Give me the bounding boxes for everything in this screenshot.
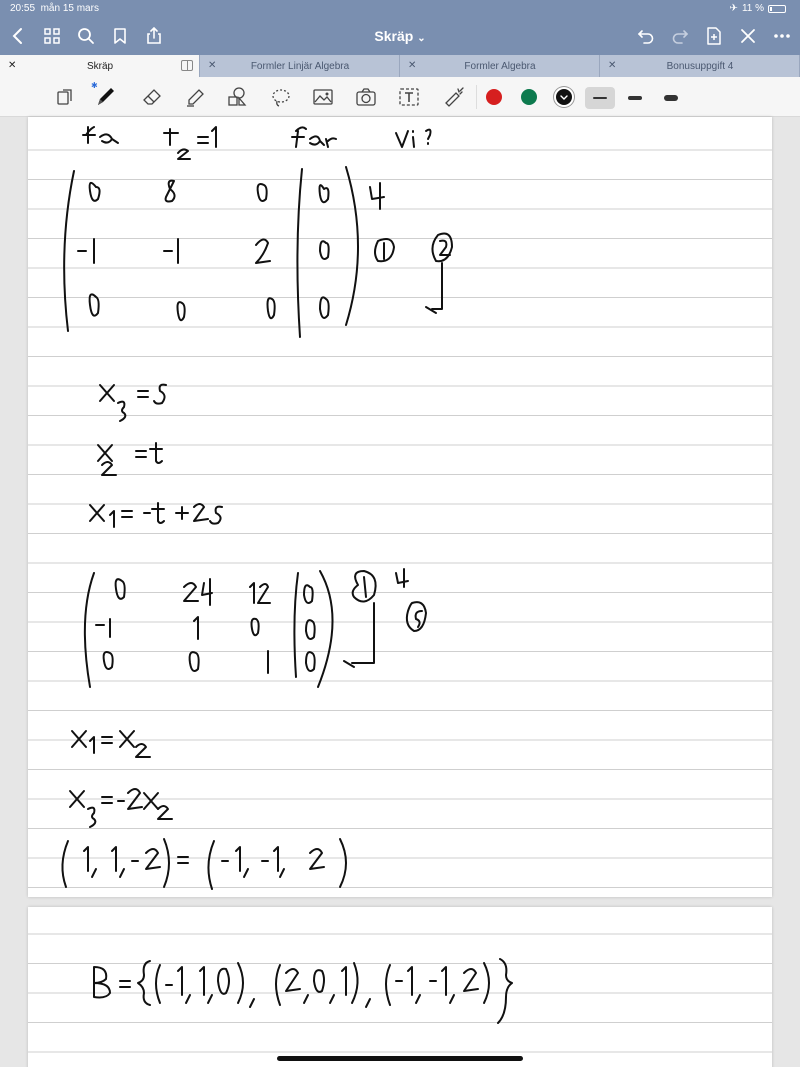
battery-icon — [768, 5, 786, 13]
chevron-down-icon: ⌄ — [417, 33, 426, 44]
handwritten-relations — [62, 731, 346, 889]
handwritten-basis-set — [94, 959, 512, 1023]
more-icon — [773, 27, 791, 45]
shapes-tool[interactable] — [224, 85, 250, 109]
color-green[interactable] — [521, 89, 537, 105]
status-time: 20:55 mån 15 mars — [10, 3, 99, 14]
handwritten-matrix-1 — [64, 167, 452, 337]
lasso-icon — [270, 86, 292, 108]
status-bar — [0, 0, 800, 18]
pen-tool[interactable] — [91, 81, 118, 109]
chevron-down-icon — [556, 89, 572, 105]
eraser-tool[interactable] — [139, 85, 165, 109]
handwriting-line-1 — [83, 127, 431, 159]
close-edit-button[interactable] — [736, 24, 760, 48]
stroke-thin[interactable] — [585, 87, 615, 109]
laser-pointer-icon — [442, 86, 464, 108]
lasso-tool[interactable] — [268, 85, 294, 109]
tab-label: Formler Linjär Algebra — [250, 61, 350, 72]
airplane-mode-icon: ✈ — [729, 3, 738, 14]
home-indicator — [277, 1056, 523, 1061]
redo-icon — [671, 27, 689, 45]
toolbar-divider — [476, 85, 477, 109]
add-page-icon — [705, 27, 723, 45]
status-date: mån 15 mars — [40, 3, 99, 14]
close-tab-icon[interactable]: ✕ — [408, 60, 417, 71]
close-tab-icon[interactable]: ✕ — [208, 60, 217, 71]
eraser-icon — [141, 86, 163, 108]
camera-tool[interactable] — [353, 85, 379, 109]
tab-label: Formler Algebra — [464, 61, 536, 72]
highlighter-icon — [184, 86, 206, 108]
handwritten-parametric-solution — [90, 385, 222, 527]
more-button[interactable] — [770, 24, 794, 48]
lasso-select-icon — [55, 87, 75, 107]
image-tool[interactable] — [310, 85, 336, 109]
text-icon — [398, 86, 420, 108]
text-tool[interactable] — [396, 85, 422, 109]
bluetooth-icon: ✱ — [91, 81, 98, 90]
close-tab-icon[interactable]: ✕ — [608, 60, 617, 71]
image-icon — [312, 86, 334, 108]
split-view-icon[interactable] — [181, 60, 193, 71]
notebook-page-1[interactable] — [28, 117, 772, 897]
lasso-select-tool[interactable] — [52, 85, 78, 109]
status-right — [730, 3, 786, 14]
color-black[interactable] — [556, 89, 572, 105]
color-red[interactable] — [486, 89, 502, 105]
battery-percent: 11 % — [741, 3, 764, 14]
add-page-button[interactable] — [702, 24, 726, 48]
shapes-icon — [226, 86, 248, 108]
undo-icon — [637, 27, 655, 45]
tab-skrap[interactable] — [0, 55, 200, 77]
tab-formler-linjar-algebra[interactable] — [200, 55, 400, 77]
highlighter-tool[interactable] — [182, 85, 208, 109]
close-tab-icon[interactable]: ✕ — [8, 60, 17, 71]
tab-bonusuppgift-4[interactable] — [600, 55, 800, 77]
handwriting-canvas — [28, 117, 772, 897]
camera-icon — [355, 86, 377, 108]
redo-button[interactable] — [668, 24, 692, 48]
stroke-thick[interactable] — [656, 87, 686, 109]
notebook-page-2[interactable] — [28, 907, 772, 1067]
tab-formler-algebra[interactable] — [400, 55, 600, 77]
laser-pointer-tool[interactable] — [440, 85, 466, 109]
stroke-medium[interactable] — [620, 87, 650, 109]
document-title[interactable]: Skräp ⌄ — [374, 28, 426, 44]
tab-bar — [0, 55, 800, 77]
drawing-toolbar — [0, 77, 800, 117]
tab-label: Bonusuppgift 4 — [666, 61, 734, 72]
handwritten-matrix-2 — [85, 569, 426, 687]
undo-button[interactable] — [634, 24, 658, 48]
close-icon — [739, 27, 757, 45]
tab-label: Skräp — [86, 61, 114, 72]
handwriting-canvas — [28, 907, 772, 1067]
nav-bar — [0, 18, 800, 55]
